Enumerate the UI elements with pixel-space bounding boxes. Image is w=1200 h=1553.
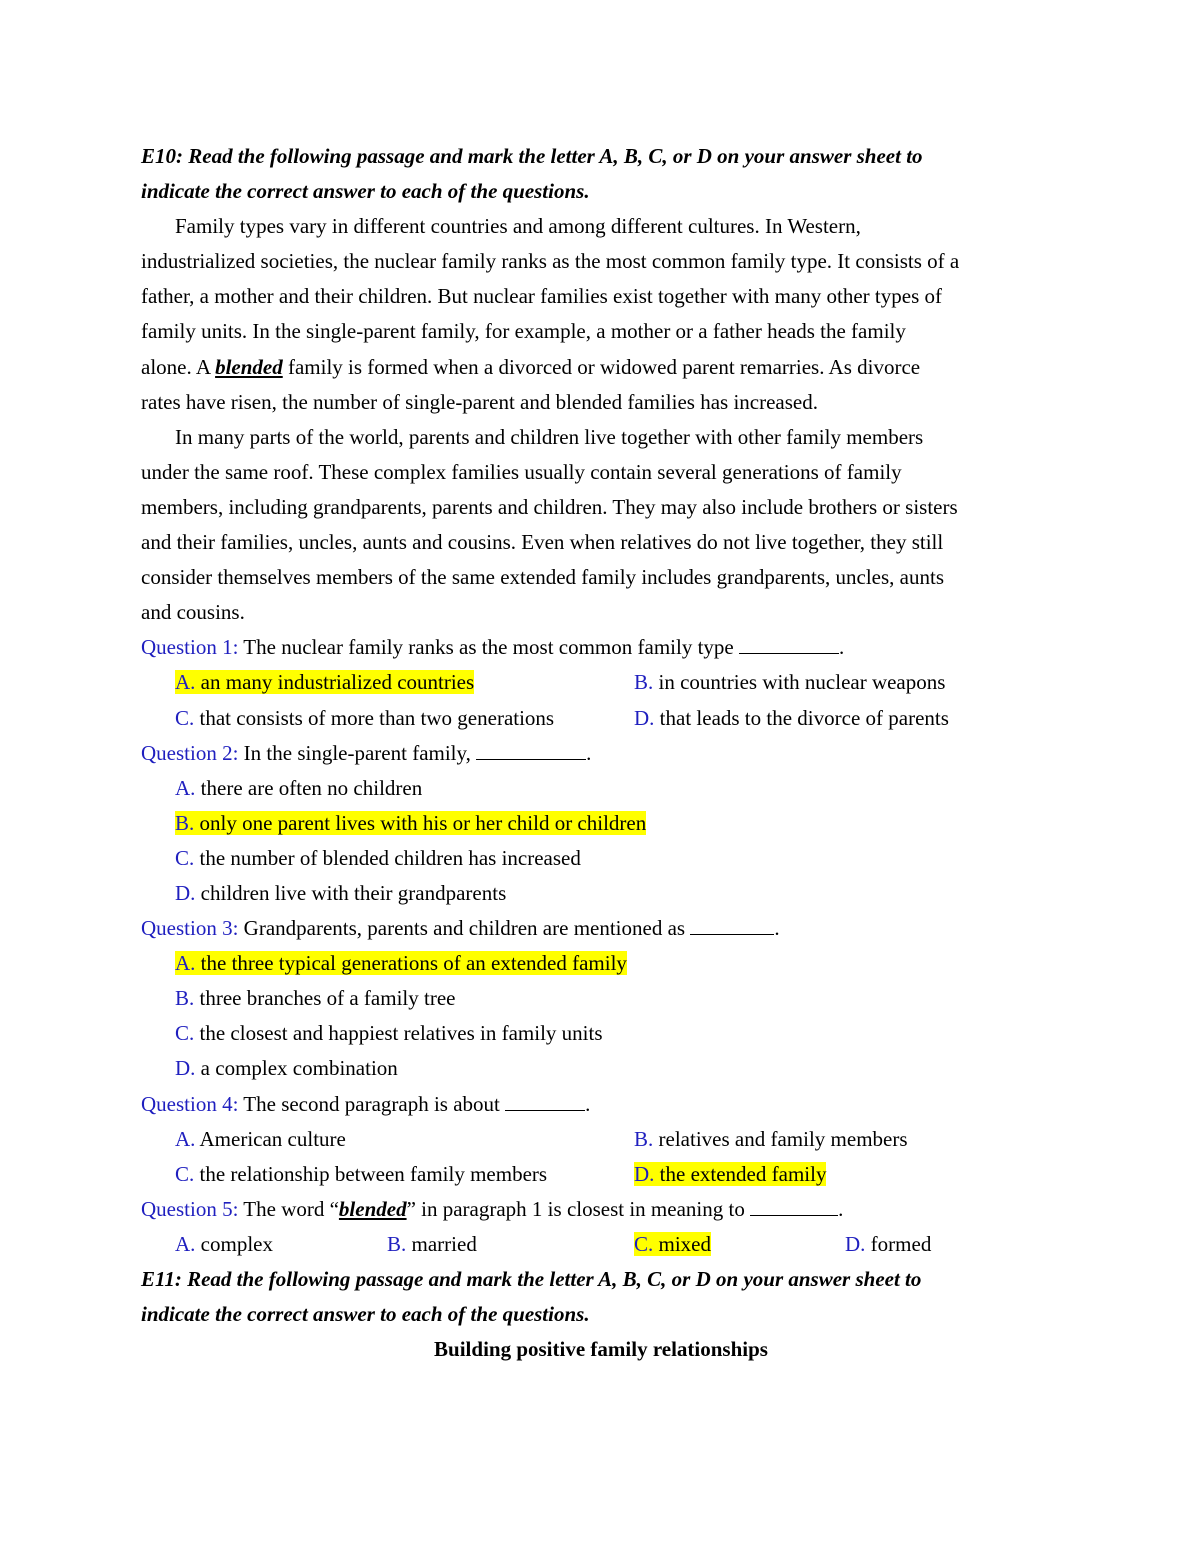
question-text: Grandparents, parents and children are mentioned as <box>238 916 691 941</box>
option-text: relatives and family members <box>653 1126 908 1151</box>
question-text: ” in paragraph 1 is closest in meaning to <box>406 1196 751 1221</box>
answer-blank <box>739 631 839 654</box>
option-d[interactable] <box>141 876 1061 911</box>
passage-paragraph-1 <box>141 209 1061 420</box>
e10-heading-line-2: indicate the correct answer to each of the questions. <box>141 179 590 204</box>
e11-heading-line-2: indicate the correct answer to each of the questions. <box>141 1302 590 1327</box>
option-b[interactable] <box>634 665 945 700</box>
question-text: The word “ <box>238 1196 339 1221</box>
option-letter: B. <box>634 670 654 695</box>
option-a[interactable] <box>141 771 1061 806</box>
passage-line: In many parts of the world, parents and children live together with other family members <box>175 424 924 449</box>
option-letter: B. <box>175 810 195 835</box>
option-letter: A. <box>175 1126 196 1151</box>
option-text: complex <box>195 1231 273 1256</box>
option-letter: B. <box>634 1126 654 1151</box>
passage-line: and their families, uncles, aunts and cousins. Even when relatives do not live together, they still <box>141 530 944 555</box>
passage-line: Family types vary in different countries and among different cultures. In Western, <box>175 214 861 239</box>
question-4-options-row-1 <box>141 1122 1061 1157</box>
passage-line: father, a mother and their children. But nuclear families exist together with many other types of <box>141 284 942 309</box>
option-letter: D. <box>175 1056 196 1081</box>
passage-line: members, including grandparents, parents and children. They may also include brothers or sisters <box>141 494 958 519</box>
question-3-stem <box>141 911 1061 946</box>
option-c[interactable] <box>141 841 1061 876</box>
question-text: The second paragraph is about <box>238 1091 506 1116</box>
passage-line: consider themselves members of the same extended family includes grandparents, uncles, aunts <box>141 565 945 590</box>
option-letter: C. <box>175 1161 195 1186</box>
document-page <box>141 139 1061 1367</box>
option-text: that consists of more than two generations <box>194 705 555 730</box>
passage-text: alone. A <box>141 354 216 379</box>
question-end: . <box>585 1091 591 1116</box>
question-4-options-row-2 <box>141 1157 1061 1192</box>
passage-paragraph-2 <box>141 420 1061 631</box>
passage-title: Building positive family relationships <box>434 1337 768 1362</box>
answer-blank <box>505 1088 585 1111</box>
option-text: only one parent lives with his or her child or children <box>194 810 647 835</box>
option-letter: C. <box>175 1021 195 1046</box>
question-label: Question 4: <box>141 1091 239 1116</box>
option-b[interactable] <box>141 981 1061 1016</box>
option-b[interactable] <box>634 1122 908 1157</box>
passage-line: family units. In the single-parent family, for example, a mother or a father heads the family <box>141 319 906 344</box>
option-a[interactable] <box>175 1122 634 1157</box>
option-b[interactable] <box>387 1227 634 1262</box>
option-c[interactable] <box>141 1016 1061 1051</box>
answer-blank <box>690 912 774 935</box>
question-label: Question 5: <box>141 1196 239 1221</box>
e10-heading-line-1: E10: Read the following passage and mark the letter A, B, C, or D on your answer sheet to <box>141 144 923 168</box>
question-label: Question 2: <box>141 740 239 765</box>
option-b[interactable] <box>141 806 1061 841</box>
option-letter: C. <box>175 845 195 870</box>
option-a[interactable] <box>175 1227 387 1262</box>
question-end: . <box>839 635 845 660</box>
option-d[interactable] <box>845 1227 931 1262</box>
option-letter: A. <box>175 670 196 695</box>
question-end: . <box>838 1196 844 1221</box>
question-text: The nuclear family ranks as the most common family type <box>238 635 739 660</box>
question-text: In the single-parent family, <box>238 740 477 765</box>
option-letter: D. <box>634 705 655 730</box>
option-letter: D. <box>175 880 196 905</box>
passage-line: and cousins. <box>141 600 245 625</box>
option-text: in countries with nuclear weapons <box>653 670 946 695</box>
option-letter: C. <box>634 1231 654 1256</box>
option-highlight <box>634 1162 826 1186</box>
passage-line: rates have risen, the number of single-parent and blended families has increased. <box>141 389 818 414</box>
question-label: Question 3: <box>141 916 239 941</box>
option-d[interactable] <box>634 701 949 736</box>
option-letter: B. <box>175 986 195 1011</box>
question-end: . <box>586 740 592 765</box>
passage-line: industrialized societies, the nuclear family ranks as the most common family type. It consists of a <box>141 249 960 274</box>
option-c[interactable] <box>175 1157 634 1192</box>
option-d[interactable] <box>141 1051 1061 1086</box>
option-a-highlighted[interactable] <box>175 670 474 694</box>
option-letter: A. <box>175 775 196 800</box>
question-4-stem <box>141 1087 1061 1122</box>
question-1-stem <box>141 630 1061 665</box>
option-c[interactable] <box>175 701 634 736</box>
option-d[interactable] <box>634 1157 826 1192</box>
option-text: a complex combination <box>195 1056 398 1081</box>
option-text: formed <box>865 1231 932 1256</box>
option-text: married <box>406 1231 477 1256</box>
option-highlight <box>175 951 627 975</box>
option-c[interactable] <box>634 1227 845 1262</box>
option-letter: A. <box>175 951 196 976</box>
option-text: mixed <box>653 1231 712 1256</box>
keyword-blended: blended <box>338 1196 407 1221</box>
question-label: Question 1: <box>141 635 239 660</box>
option-letter: A. <box>175 1231 196 1256</box>
answer-blank <box>476 737 586 760</box>
option-text: an many industrialized countries <box>195 670 475 695</box>
option-text: three branches of a family tree <box>194 986 456 1011</box>
option-text: the closest and happiest relatives in family units <box>194 1021 603 1046</box>
option-text: the extended family <box>654 1161 827 1186</box>
keyword-blended: blended <box>215 354 283 379</box>
option-letter: C. <box>175 705 195 730</box>
option-letter: B. <box>387 1231 407 1256</box>
option-text: the three typical generations of an extended family <box>195 951 627 976</box>
answer-blank <box>750 1193 838 1216</box>
passage-text: family is formed when a divorced or widowed parent remarries. As divorce <box>282 354 921 379</box>
option-text: American culture <box>195 1126 346 1151</box>
option-text: there are often no children <box>195 775 423 800</box>
question-end: . <box>774 916 780 941</box>
passage-line <box>141 350 1061 385</box>
option-highlight <box>175 811 646 835</box>
question-1-options-row-2 <box>141 701 1061 736</box>
option-letter: D. <box>634 1161 655 1186</box>
option-text: children live with their grandparents <box>195 880 507 905</box>
question-2-stem <box>141 736 1061 771</box>
option-text: the number of blended children has increased <box>194 845 581 870</box>
question-5-stem <box>141 1192 1061 1227</box>
e11-heading-line-1: E11: Read the following passage and mark the letter A, B, C, or D on your answer sheet to <box>141 1267 922 1291</box>
option-a[interactable] <box>141 946 1061 981</box>
option-text: the relationship between family members <box>194 1161 548 1186</box>
option-text: that leads to the divorce of parents <box>654 705 949 730</box>
question-1-options-row-1 <box>141 665 1061 700</box>
question-5-options <box>141 1227 1061 1262</box>
option-letter: D. <box>845 1231 866 1256</box>
option-highlight <box>634 1232 711 1256</box>
passage-line: under the same roof. These complex families usually contain several generations of family <box>141 459 902 484</box>
